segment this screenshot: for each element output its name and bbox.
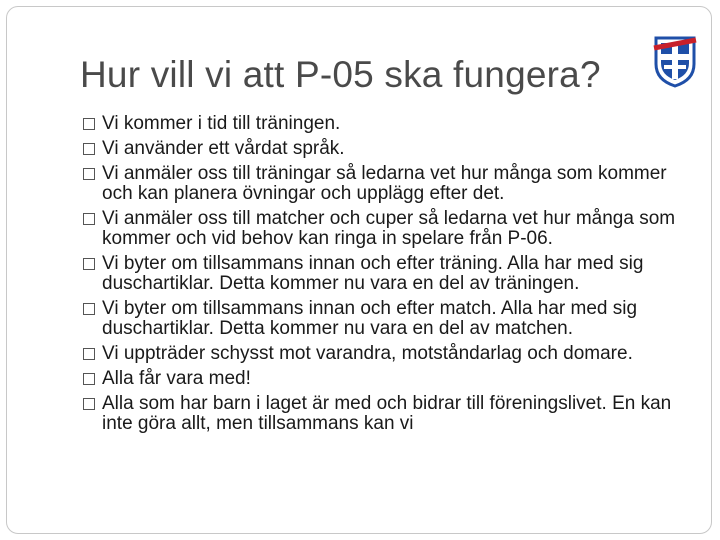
bullet-text: Alla får vara med!	[102, 368, 251, 389]
bullet-text: Alla som har barn i laget är med och bidrar till föreningslivet. En kan inte göra allt, men tillsammans kan vi	[102, 393, 672, 434]
list-item	[80, 344, 690, 364]
list-item	[80, 369, 690, 389]
square-bullet-icon	[83, 348, 95, 360]
square-bullet-icon	[83, 303, 95, 315]
bullet-text: Vi uppträder schysst mot varandra, motståndarlag och domare.	[102, 343, 633, 364]
list-item	[80, 114, 690, 134]
list-item	[80, 394, 690, 434]
square-bullet-icon	[83, 398, 95, 410]
bullet-text: Vi byter om tillsammans innan och efter träning. Alla har med sig duschartiklar. Detta kommer nu vara en del av träningen.	[102, 253, 644, 294]
square-bullet-icon	[83, 168, 95, 180]
square-bullet-icon	[83, 258, 95, 270]
square-bullet-icon	[83, 373, 95, 385]
bullet-text: Vi kommer i tid till träningen.	[102, 113, 341, 134]
bullet-text: Vi anmäler oss till matcher och cuper så ledarna vet hur många som kommer och vid behov kan ringa in spelare från P-06.	[102, 208, 676, 249]
list-item	[80, 254, 690, 294]
square-bullet-icon	[83, 143, 95, 155]
bullet-text: Vi byter om tillsammans innan och efter match. Alla har med sig duschartiklar. Detta kommer nu vara en del av matchen.	[102, 298, 638, 339]
bullet-text: Vi använder ett vårdat språk.	[102, 138, 345, 159]
club-crest-icon	[652, 34, 698, 88]
list-item	[80, 209, 690, 249]
list-item	[80, 299, 690, 339]
list-item	[80, 139, 690, 159]
slide-title: Hur vill vi att P-05 ska fungera?	[80, 54, 601, 95]
list-item	[80, 164, 690, 204]
bullet-text: Vi anmäler oss till träningar så ledarna vet hur många som kommer och kan planera övningar och upplägg efter det.	[102, 163, 667, 204]
square-bullet-icon	[83, 213, 95, 225]
square-bullet-icon	[83, 118, 95, 130]
bullet-list	[80, 114, 690, 439]
